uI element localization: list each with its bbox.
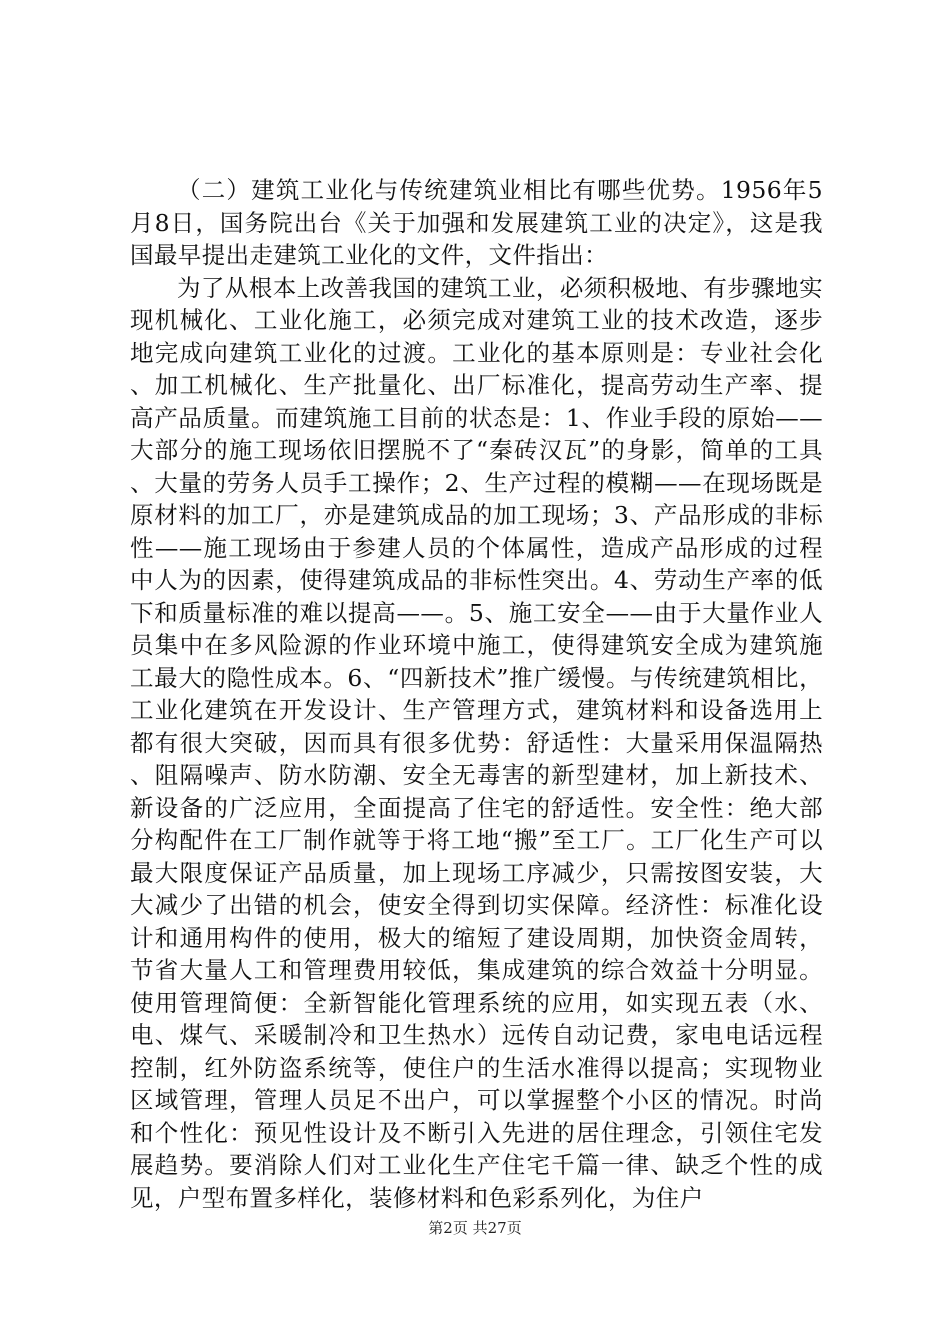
paragraph-advantages-intro: （二）建筑工业化与传统建筑业相比有哪些优势。1956年5月8日，国务院出台《关于加强和发展建筑工业的决定》，这是我国最早提出走建筑工业化的文件，文件指出： [130,176,823,269]
body-text [130,174,823,1214]
paragraph-advantages-body: 为了从根本上改善我国的建筑工业，必须积极地、有步骤地实现机械化、工业化施工，必须完成对建筑工业的技术改造，逐步地完成向建筑工业化的过渡。工业化的基本原则是：专业社会化、加工机械化、生产批量化、出厂标准化，提高劳动生产率、提高产品质量。而建筑施工目前的状态是：1、作业手段的原始——大部分的施工现场依旧摆脱不了“秦砖汉瓦”的身影，简单的工具、大量的劳务人员手工操作；2、生产过程的模糊——在现场既是原材料的加工厂，亦是建筑成品的加工现场；3、产品形成的非标性——施工现场由于参建人员的个体属性，造成产品形成的过程中人为的因素，使得建筑成品的非标性突出。4、劳动生产率的低下和质量标准的难以提高——。5、施工安全——由于大量作业人员集中在多风险源的作业环境中施工，使得建筑安全成为建筑施工最大的隐性成本。6、“四新技术”推广缓慢。与传统建筑相比，工业化建筑在开发设计、生产管理方式，建筑材料和设备选用上都有很大突破，因而具有很多优势：舒适性：大量采用保温隔热、阻隔噪声、防水防潮、安全无毒害的新型建材，加上新技术、新设备的广泛应用，全面提高了住宅的舒适性。安全性：绝大部分构配件在工厂制作就等于将工地“搬”至工厂。工厂化生产可以最大限度保证产品质量，加上现场工序减少，只需按图安装，大大减少了出错的机会，使安全得到切实保障。经济性：标准化设计和通用构件的使用，极大的缩短了建设周期，加快资金周转，节省大量人工和管理费用较低，集成建筑的综合效益十分明显。使用管理简便：全新智能化管理系统的应用，如实现五表（水、电、煤气、采暖制冷和卫生热水）远传自动记费，家电电话远程控制，红外防盗系统等，使住户的生活水准得以提高；实现物业区域管理，管理人员足不出户，可以掌握整个小区的情况。时尚和个性化：预见性设计及不断引入先进的居住理念，引领住宅发展趋势。要消除人们对工业化生产住宅千篇一律、缺乏个性的成见，户型布置多样化，装修材料和色彩系列化，为住户 [130,273,823,1212]
page-number: 第2页 共27页 [428,1219,522,1237]
page-footer [0,1218,950,1238]
